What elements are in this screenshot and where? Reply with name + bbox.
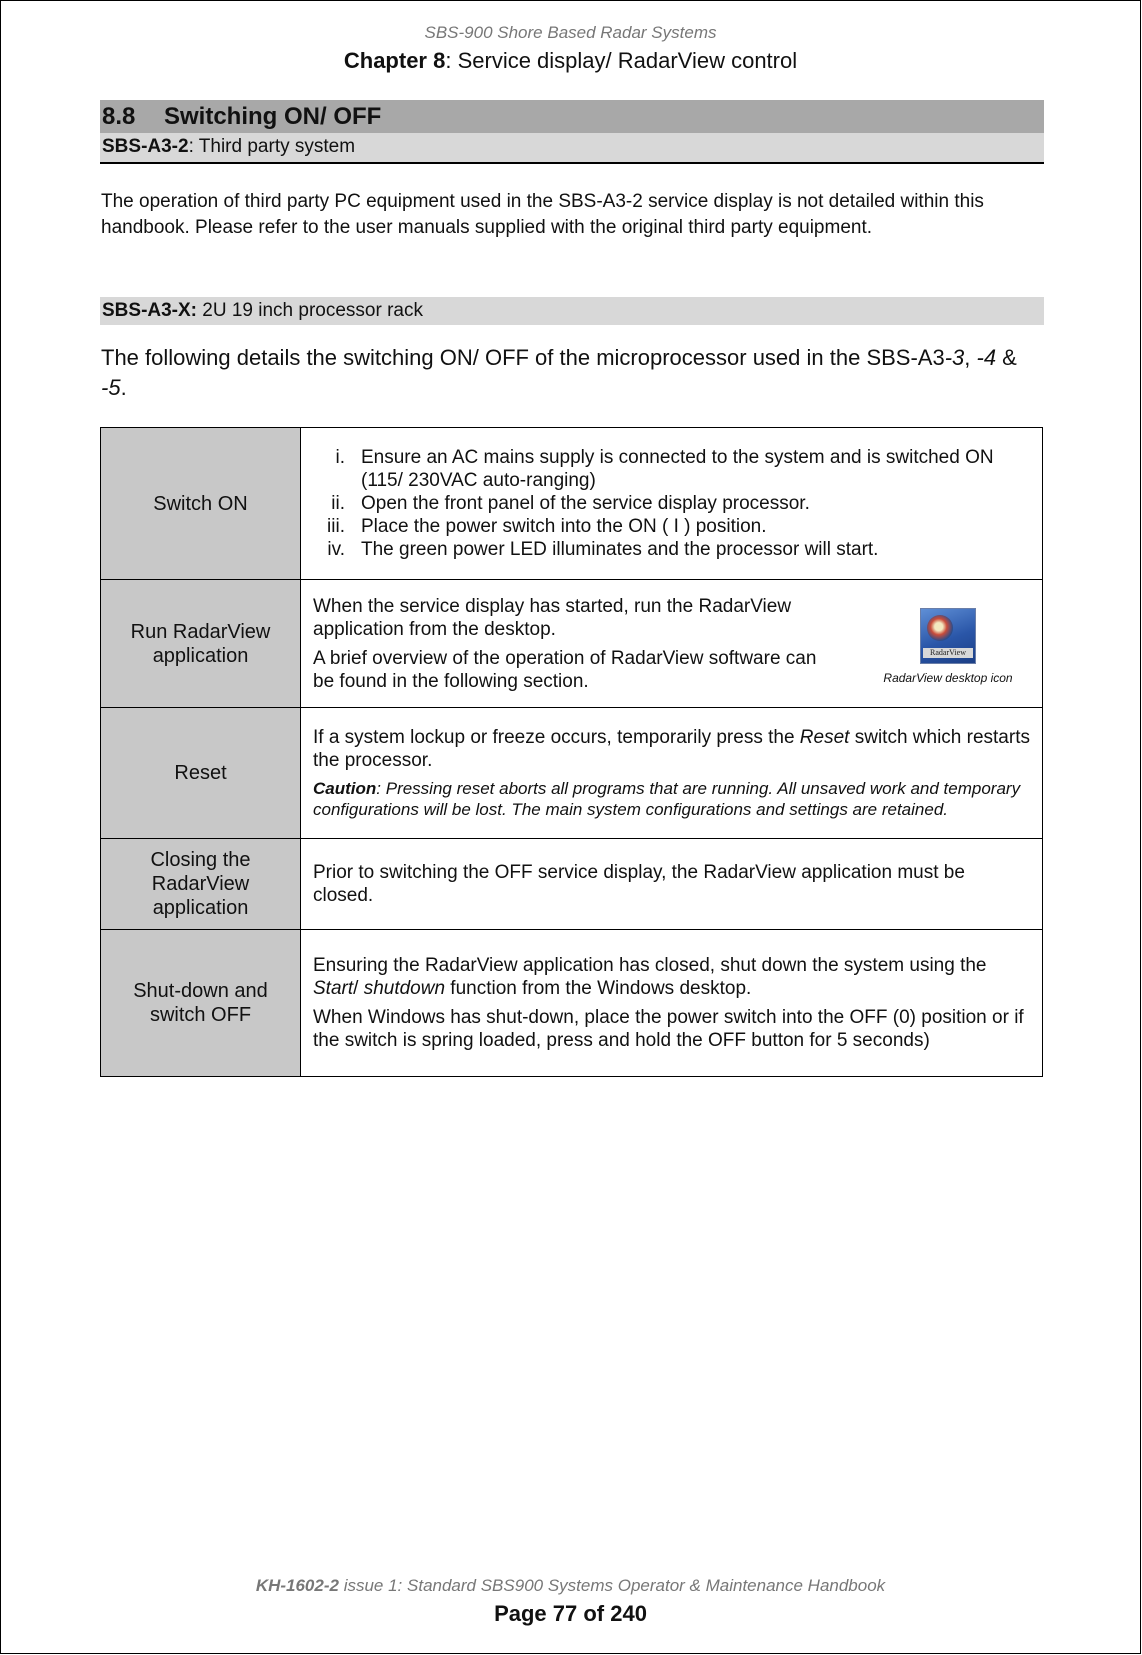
caution-text: : Pressing reset aborts all programs that are running. All unsaved work and temporary configurations will be lost. The main system configurations and settings are retained. xyxy=(313,779,1021,819)
paragraph-text: The following details the switching ON/ OFF of the microprocessor used in the SBS-A3 xyxy=(101,345,945,370)
row-label-closing: Closing the RadarView application xyxy=(101,839,301,930)
icon-caption: RadarView desktop icon xyxy=(883,671,1013,685)
separator: / xyxy=(353,978,364,999)
radarview-desktop-icon xyxy=(920,608,976,664)
table-row xyxy=(101,580,1043,708)
footer-doc-code: KH-1602-2 xyxy=(255,1576,339,1595)
table-row xyxy=(101,930,1043,1077)
shutdown-text: function from the Windows desktop. xyxy=(445,978,752,999)
row-content-shutdown xyxy=(301,930,1043,1077)
model-suffix-4: -4 xyxy=(976,345,997,370)
list-text: Ensure an AC mains supply is connected to the system and is switched ON (115/ 230VAC auto-ranging) xyxy=(361,447,994,491)
subsection-third-party xyxy=(100,133,1044,164)
reset-switch-name: Reset xyxy=(799,727,850,748)
header-system-name: SBS-900 Shore Based Radar Systems xyxy=(424,23,717,42)
chapter-title: : Service display/ RadarView control xyxy=(445,48,798,73)
radar-disc-icon xyxy=(927,615,953,641)
reset-paragraph xyxy=(313,726,1030,772)
subsection-code: SBS-A3-X: xyxy=(102,300,198,321)
header-chapter xyxy=(1,48,1140,74)
footer-page-number: Page 77 of 240 xyxy=(494,1601,647,1626)
list-number: iv. xyxy=(327,539,345,560)
table-row xyxy=(101,708,1043,839)
start-menu-name: Start xyxy=(313,978,354,999)
section-heading xyxy=(100,100,1044,133)
list-item xyxy=(313,515,1030,538)
list-item xyxy=(313,538,1030,561)
table-row xyxy=(101,839,1043,930)
reset-text: If a system lockup or freeze occurs, temporarily press the xyxy=(313,727,800,748)
separator: & xyxy=(996,345,1017,370)
caution-note xyxy=(313,778,1030,820)
icon-label: RadarView xyxy=(923,648,973,658)
footer-handbook xyxy=(1,1576,1140,1596)
closing-paragraph: Prior to switching the OFF service display, the RadarView application must be closed. xyxy=(313,862,965,906)
shutdown-function-name: shutdown xyxy=(363,978,446,999)
chapter-number: Chapter 8 xyxy=(343,48,446,73)
shutdown-text: Ensuring the RadarView application has closed, shut down the system using the xyxy=(313,955,987,976)
shutdown-paragraph-1 xyxy=(313,954,1030,1000)
row-content-reset xyxy=(301,708,1043,839)
processor-rack-paragraph xyxy=(101,343,1046,403)
switch-on-steps xyxy=(313,446,1030,561)
list-number: iii. xyxy=(327,516,345,537)
model-suffix-3: -3 xyxy=(944,345,965,370)
procedure-table xyxy=(100,427,1043,1077)
row-content-closing xyxy=(301,839,1043,930)
separator: , xyxy=(964,345,977,370)
section-number: 8.8 xyxy=(102,103,136,130)
list-text: Place the power switch into the ON ( I ) position. xyxy=(361,516,767,537)
caution-label: Caution xyxy=(313,779,377,798)
footer-doc-title: issue 1: Standard SBS900 Systems Operator & Maintenance Handbook xyxy=(338,1576,886,1595)
row-label-shutdown: Shut-down and switch OFF xyxy=(101,930,301,1077)
table-row xyxy=(101,428,1043,580)
shutdown-paragraph-2: When Windows has shut-down, place the power switch into the OFF (0) position or if the switch is spring loaded, press and hold the OFF button for 5 seconds) xyxy=(313,1007,1024,1051)
model-suffix-5: -5 xyxy=(101,375,121,400)
list-item xyxy=(313,446,1030,492)
section-title: Switching ON/ OFF xyxy=(164,103,382,130)
reset-text: switch which restarts the processor. xyxy=(313,727,1030,771)
row-content-run-radarview xyxy=(301,580,1043,708)
row-content-switch-on xyxy=(301,428,1043,580)
third-party-paragraph: The operation of third party PC equipment used in the SBS-A3-2 service display is not detailed within this handbook. Please refer to the user manuals supplied with the original third party equipment. xyxy=(101,191,984,238)
subsection-title: : Third party system xyxy=(188,136,356,157)
run-paragraph-1: When the service display has started, run the RadarView application from the desktop. xyxy=(313,595,792,640)
row-label-run-radarview: Run RadarView application xyxy=(101,580,301,708)
row-label-switch-on: Switch ON xyxy=(101,428,301,580)
list-item xyxy=(313,492,1030,515)
radarview-icon-figure xyxy=(878,608,1018,690)
list-text: The green power LED illuminates and the processor will start. xyxy=(361,539,879,560)
subsection-processor-rack xyxy=(100,297,1044,325)
subsection-title: 2U 19 inch processor rack xyxy=(197,300,424,321)
paragraph-end: . xyxy=(120,375,127,400)
list-text: Open the front panel of the service display processor. xyxy=(361,493,810,514)
run-paragraph-2: A brief overview of the operation of RadarView software can be found in the following section. xyxy=(313,647,817,692)
row-label-reset: Reset xyxy=(101,708,301,839)
list-number: ii. xyxy=(331,493,345,514)
list-number: i. xyxy=(335,447,345,468)
subsection-code: SBS-A3-2 xyxy=(102,136,189,157)
